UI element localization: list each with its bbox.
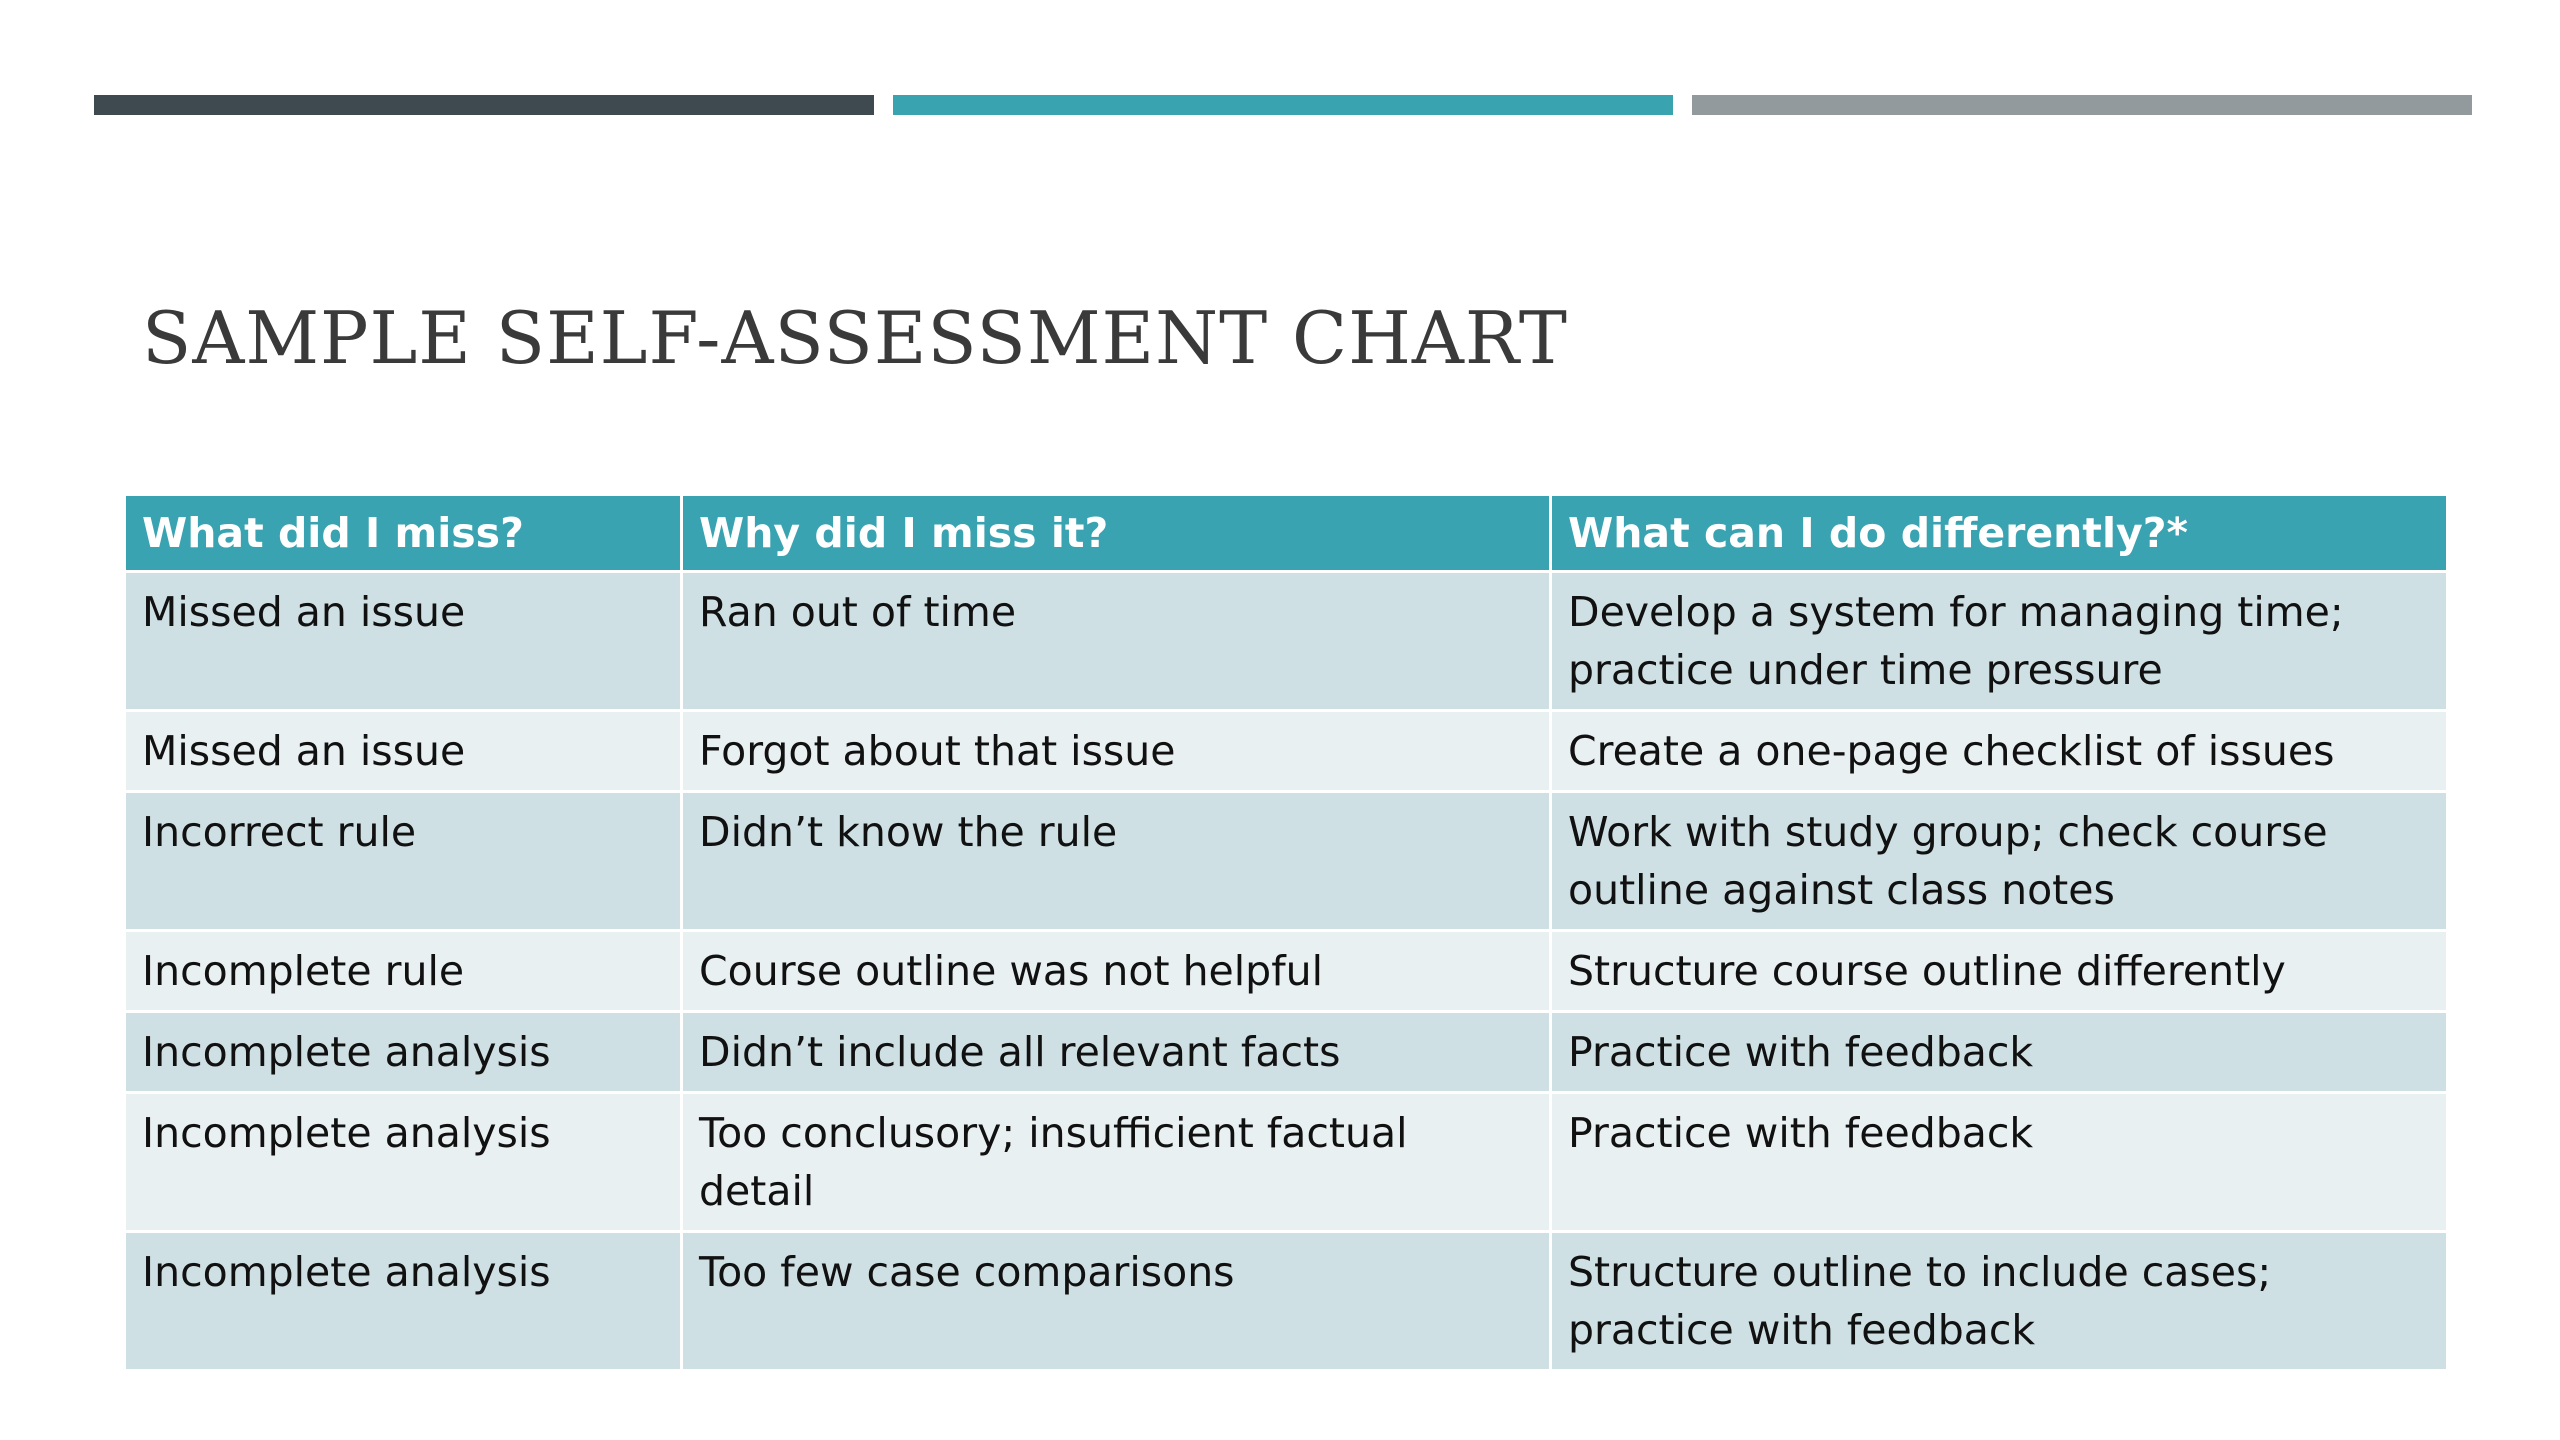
table-cell: Structure course outline differently (1551, 931, 2448, 1012)
table-header-row (125, 495, 2448, 572)
column-header-why-missed: Why did I miss it? (682, 495, 1551, 572)
table-cell: Didn’t know the rule (682, 792, 1551, 931)
table-cell: Incomplete analysis (125, 1232, 682, 1371)
table-cell: Missed an issue (125, 572, 682, 711)
table-cell: Create a one-page checklist of issues (1551, 711, 2448, 792)
table-cell: Ran out of time (682, 572, 1551, 711)
table-cell: Forgot about that issue (682, 711, 1551, 792)
table-row (125, 711, 2448, 792)
column-header-what-missed: What did I miss? (125, 495, 682, 572)
table-row (125, 931, 2448, 1012)
accent-bar-teal (893, 95, 1673, 115)
table-cell: Course outline was not helpful (682, 931, 1551, 1012)
table-row (125, 1012, 2448, 1093)
table-cell: Incomplete rule (125, 931, 682, 1012)
table-cell: Missed an issue (125, 711, 682, 792)
accent-bar-dark (94, 95, 874, 115)
table-cell: Structure outline to include cases; practice with feedback (1551, 1232, 2448, 1371)
table-cell: Work with study group; check course outline against class notes (1551, 792, 2448, 931)
slide-title: SAMPLE SELF-ASSESSMENT CHART (142, 296, 1568, 380)
table-row (125, 572, 2448, 711)
table-cell: Incorrect rule (125, 792, 682, 931)
accent-bar-gray (1692, 95, 2472, 115)
table-cell: Incomplete analysis (125, 1012, 682, 1093)
table-cell: Too few case comparisons (682, 1232, 1551, 1371)
column-header-what-differently: What can I do differently?* (1551, 495, 2448, 572)
table-row (125, 1093, 2448, 1232)
table-cell: Didn’t include all relevant facts (682, 1012, 1551, 1093)
table-row (125, 1232, 2448, 1371)
table-cell: Develop a system for managing time; practice under time pressure (1551, 572, 2448, 711)
table-cell: Practice with feedback (1551, 1012, 2448, 1093)
table-cell: Too conclusory; insufficient factual detail (682, 1093, 1551, 1232)
table-cell: Incomplete analysis (125, 1093, 682, 1232)
table-cell: Practice with feedback (1551, 1093, 2448, 1232)
table-row (125, 792, 2448, 931)
self-assessment-table (123, 493, 2449, 1372)
